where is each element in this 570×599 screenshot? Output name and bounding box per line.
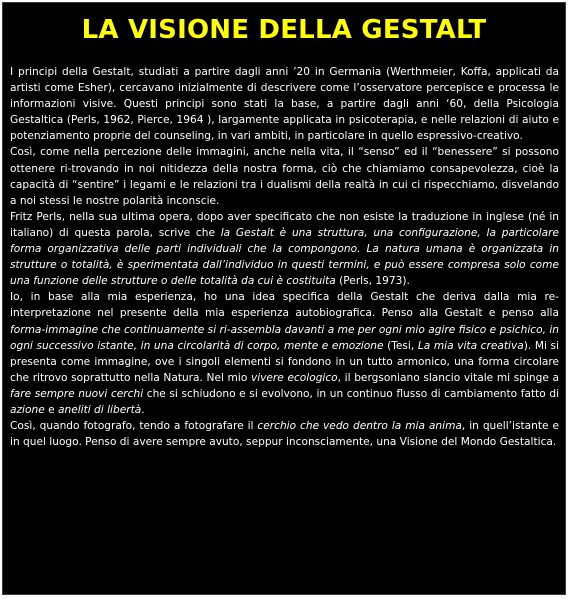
italic-text: La mia vita creativa	[417, 339, 524, 352]
paragraph	[10, 209, 559, 289]
italic-text: la Gestalt è una struttura, una configurazione, la particolare forma organizzativa delle parti individuali che la compongono. La natura umana è organizzata in strutture o totalità, è sperimentata dall’individuo in questi termini, e può essere compresa solo come una funzione delle strutture o delle totalità da cui è costituita	[10, 226, 559, 288]
text-panel	[2, 2, 566, 595]
italic-text: cerchio che vedo dentro la mia anima	[257, 420, 462, 433]
text-run: Io, in base alla mia esperienza, ho una idea specifica della Gestalt che deriva dalla mia re-interpretazione nel presente della mia esperienza autobiografica. Penso alla Gestalt e penso alla	[10, 291, 559, 320]
page-title: LA VISIONE DELLA GESTALT	[81, 15, 487, 45]
paragraph	[10, 289, 559, 418]
italic-text: azione	[10, 403, 45, 416]
text-run: Così, come nella percezione delle immagini, anche nella vita, il “senso” ed il “benessere” si possono ottenere ri-trovando in noi nitidezza della nostra forma, ciò che chiamiamo consapevolezza, cioè la capacità di “sentire” i legami e le relazioni tra i dualismi della realtà in cui ci rispecchiamo, disvelando a noi stessi le nostre polarità inconscie.	[10, 146, 559, 207]
text-run: Così, quando fotografo, tendo a fotografare il	[10, 420, 258, 433]
text-run: e	[44, 403, 58, 416]
text-run: I principi della Gestalt, studiati a partire dagli anni ’20 in Germania (Werthmeier, Koffa, applicati da artisti come Esher), cercavano inizialmente di descrivere come l’osservatore percepisce e processa le informazioni visive. Questi principi sono stati la base, a partire dagli anni ‘60, della Psicologia Gestaltica (Perls, 1962, Pierce, 1964 ), largamente applicata in psicoterapia, e nelle relazioni di aiuto e potenziamento proprie del counseling, in vari ambiti, in particolare in quello espressivo-creativo.	[10, 66, 559, 143]
italic-text: fare sempre nuovi cerchi	[10, 387, 144, 400]
text-run: Fritz Perls, nella sua ultima opera, dopo aver specificato che non esiste la traduzione in inglese (né in italiano) di questa parola, scrive che	[10, 210, 559, 239]
paragraph	[10, 144, 559, 208]
text-run: .	[141, 403, 145, 416]
italic-text: aneliti di libertà	[57, 403, 142, 416]
text-run: , il bergsoniano slancio vitale mi spinge a	[337, 371, 559, 384]
paragraph	[10, 64, 559, 144]
italic-text: vivere ecologico	[250, 371, 338, 384]
article-body	[10, 64, 559, 450]
text-run: ). Mi si presenta come immagine, ove i singoli elementi si fondono in un tutto armonico, una forma circolare che ritrovo soprattutto nella Natura. Nel mio	[10, 339, 559, 384]
paragraph	[10, 418, 559, 450]
text-run: che si schiudono e si evolvono, in un continuo flusso di cambiamento fatto di	[143, 387, 560, 400]
text-run: , in quell’istante e in quel luogo. Penso di avere sempre avuto, seppur inconsciamente, una Visione del Mondo Gestaltica.	[10, 420, 559, 449]
text-run: (Tesi,	[383, 339, 418, 352]
italic-text: forma-immagine che continuamente si ri-assembla davanti a me per ogni mio agire fisico e psichico, in ogni successivo istante, in una circolarità di corpo, mente e emozione	[10, 323, 559, 352]
text-run: (Perls, 1973).	[335, 275, 410, 288]
